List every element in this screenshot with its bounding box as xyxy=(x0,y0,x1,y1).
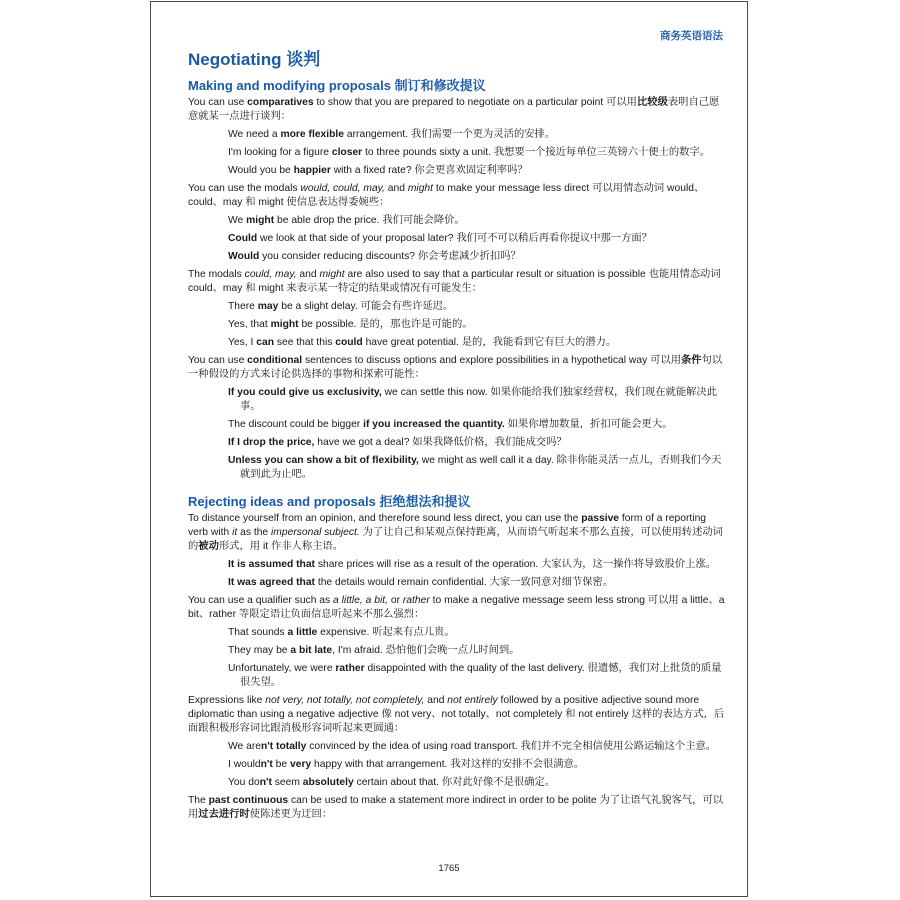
example-sentence: If I drop the price, have we got a deal? 如果我降低价格，我们能成交吗？ xyxy=(228,437,567,448)
example-sentence: They may be a bit late, I'm afraid. 恐怕他们会晚一点儿时间到。 xyxy=(228,645,520,656)
page-number: 1765 xyxy=(438,863,460,874)
example-sentence: Would you consider reducing discounts? 你会考虑减少折扣吗？ xyxy=(228,251,521,262)
paragraph: To distance yourself from an opinion, and therefore sound less direct, you can use the passive form of a reporting verb with it as the impersonal subject. 为了让自己和某观点保持距离，从而语气听起来不那么直接，可以使用转述动词的被动形式，用 it 作非人称主语。 xyxy=(188,513,723,552)
section-heading-proposals: Making and modifying proposals 制订和修改提议 xyxy=(188,78,486,93)
example-sentence: We aren't totally convinced by the idea of using road transport. 我们并不完全相信使用公路运输这个主意。 xyxy=(228,741,717,752)
example-sentence: Yes, that might be possible. 是的，那也许是可能的。 xyxy=(228,319,473,330)
example-sentence: The discount could be bigger if you increased the quantity. 如果你增加数量，折扣可能会更大。 xyxy=(228,419,673,430)
example-sentence: You don't seem absolutely certain about that. 你对此好像不是很确定。 xyxy=(228,777,556,788)
page-content xyxy=(188,50,728,826)
section-heading-rejecting: Rejecting ideas and proposals 拒绝想法和提议 xyxy=(188,494,471,509)
example-sentence: It was agreed that the details would remain confidential. 大家一致同意对细节保密。 xyxy=(228,577,614,588)
example-sentence: Unless you can show a bit of flexibility, we might as well call it a day. 除非你能灵活一点儿，否则我们今天就到此为止吧。 xyxy=(228,455,722,480)
paragraph: Expressions like not very, not totally, not completely, and not entirely followed by a positive adjective sound more diplomatic than using a negative adjective 像 not very、not totally、not completely 和 not entirely 这样的表达方式，后面跟积极形容词比跟消极形容词听起来更圆通： xyxy=(188,695,725,734)
example-sentence: We might be able drop the price. 我们可能会降价。 xyxy=(228,215,465,226)
example-sentence: Would you be happier with a fixed rate? 你会更喜欢固定利率吗？ xyxy=(228,165,528,176)
running-head: 商务英语语法 xyxy=(660,30,723,42)
book-page xyxy=(150,1,748,897)
example-sentence: Unfortunately, we were rather disappointed with the quality of the last delivery. 很遗憾，我们对上批货的质量很失望。 xyxy=(228,663,722,688)
example-sentence: Could we look at that side of your proposal later? 我们可不可以稍后再看你提议中那一方面？ xyxy=(228,233,652,244)
example-sentence: I wouldn't be very happy with that arrangement. 我对这样的安排不会很满意。 xyxy=(228,759,585,770)
example-sentence: I'm looking for a figure closer to three pounds sixty a unit. 我想要一个接近每单位三英镑六十便士的数字。 xyxy=(228,147,711,158)
example-sentence: It is assumed that share prices will rise as a result of the operation. 大家认为，这一操作将导致股价上涨。 xyxy=(228,559,717,570)
paragraph: The modals could, may, and might are also used to say that a particular result or situation is possible 也能用情态动词 could、may 和 might 来表示某一特定的结果或情况有可能发生： xyxy=(188,269,721,294)
paragraph: You can use a qualifier such as a little, a bit, or rather to make a negative message seem less strong 可以用 a little、a bit、rather 等限定语让负面信息听起来不那么强烈： xyxy=(188,595,725,620)
paragraph: You can use conditional sentences to discuss options and explore possibilities in a hypothetical way 可以用条件句以一种假设的方式来讨论供选择的事物和探索可能性： xyxy=(188,355,723,380)
example-sentence: Yes, I can see that this could have great potential. 是的，我能看到它有巨大的潜力。 xyxy=(228,337,617,348)
example-sentence: There may be a slight delay. 可能会有些许延迟。 xyxy=(228,301,454,312)
example-sentence: That sounds a little expensive. 听起来有点儿贵。 xyxy=(228,627,455,638)
paragraph: You can use comparatives to show that you are prepared to negotiate on a particular point 可以用比较级表明自己愿意就某一点进行谈判： xyxy=(188,97,720,122)
paragraph: The past continuous can be used to make a statement more indirect in order to be polite 为了让语气礼貌客气，可以用过去进行时使陈述更为迂回： xyxy=(188,795,724,820)
page-title: Negotiating 谈判 xyxy=(188,50,321,69)
example-sentence: If you could give us exclusivity, we can settle this now. 如果你能给我们独家经营权，我们现在就能解决此事。 xyxy=(228,387,718,412)
paragraph: You can use the modals would, could, may, and might to make your message less direct 可以用情态动词 would、could、may 和 might 使信息表达得委婉些： xyxy=(188,183,705,208)
example-sentence: We need a more flexible arrangement. 我们需要一个更为灵活的安排。 xyxy=(228,129,556,140)
